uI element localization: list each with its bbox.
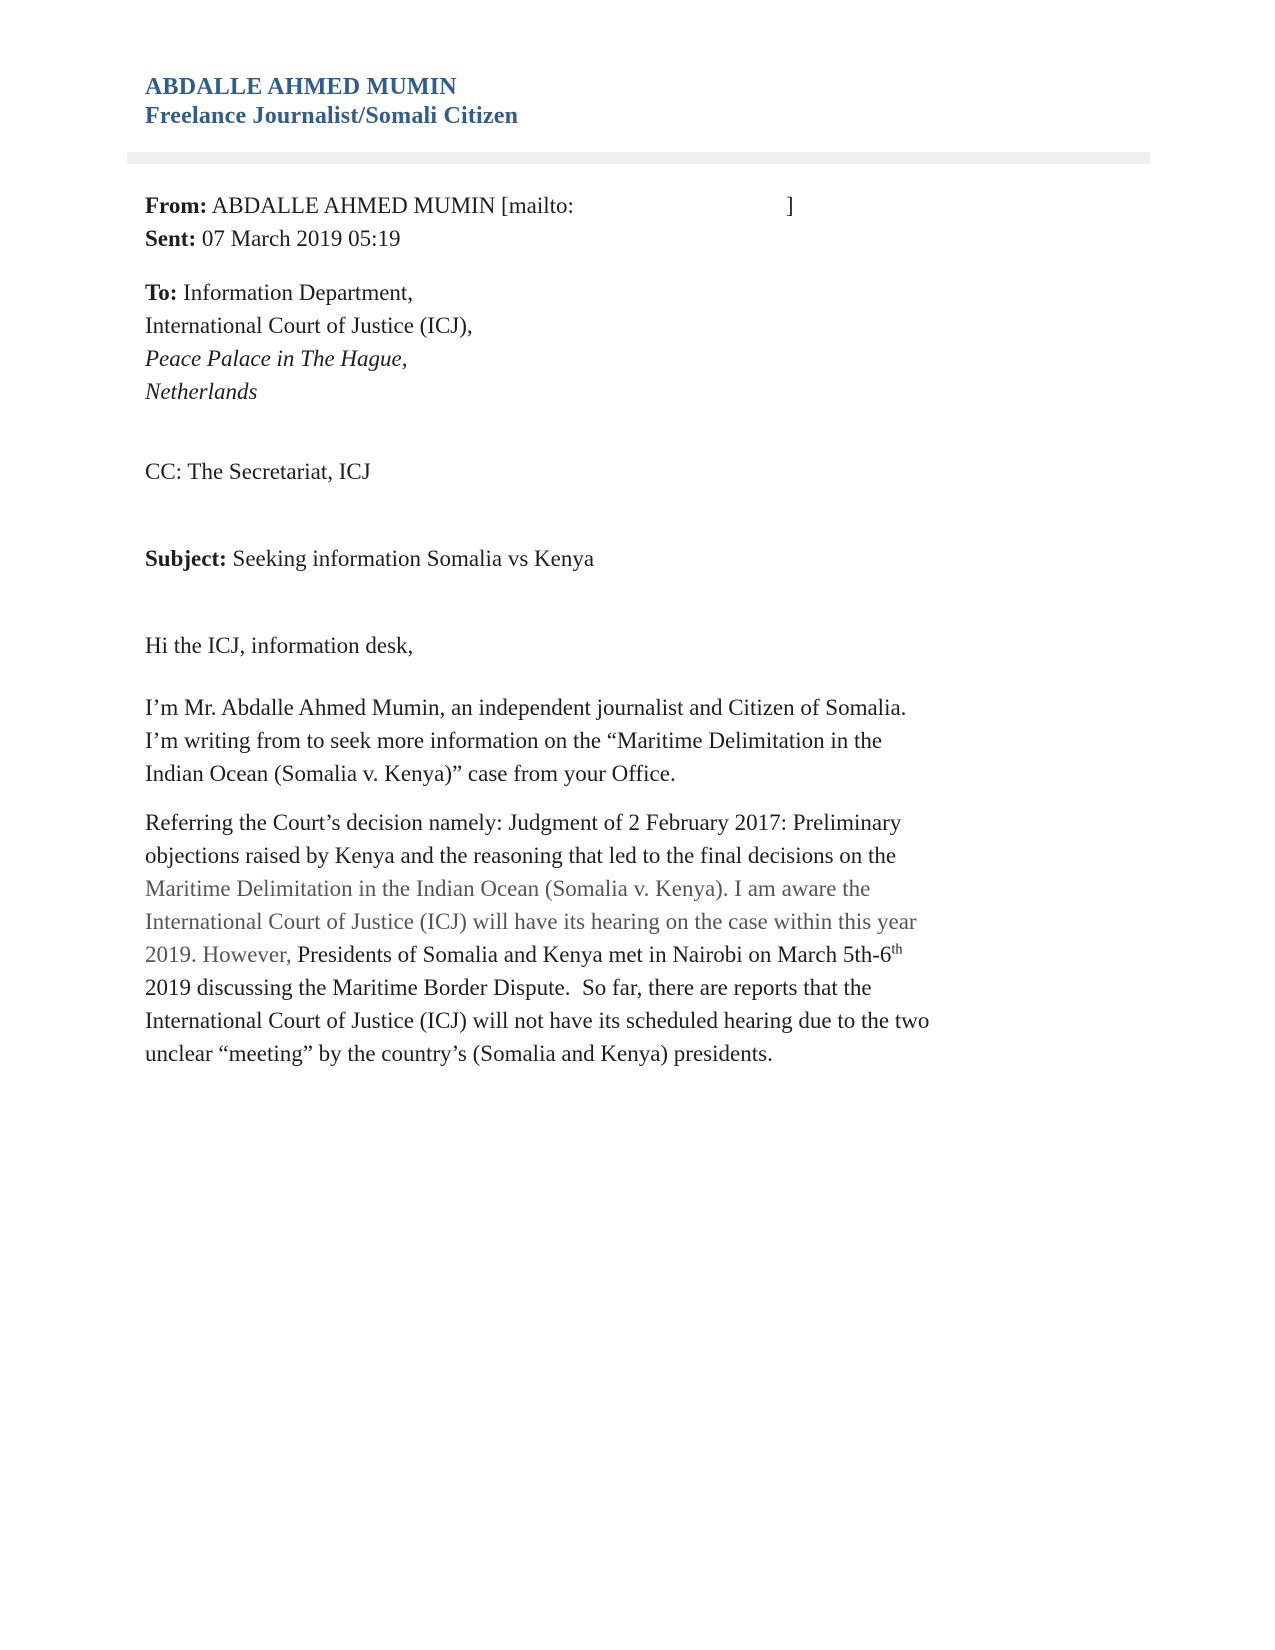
to-label: To: bbox=[145, 280, 178, 305]
sent-value: 07 March 2019 05:19 bbox=[196, 226, 401, 251]
paragraph-2-case-name-muted: Maritime Delimitation in the Indian Ocean (Somalia v. Kenya). I am aware the International Court of Justice (ICJ) will have its hearing on the case within this year 2019. However, bbox=[145, 876, 917, 967]
greeting: Hi the ICJ, information desk, bbox=[145, 633, 414, 658]
sent-label: Sent: bbox=[145, 226, 197, 251]
cc-line: CC: The Secretariat, ICJ bbox=[145, 459, 371, 484]
to-recipient: Information Department, bbox=[177, 280, 414, 305]
from-sent-block bbox=[145, 189, 945, 255]
from-close-bracket: ] bbox=[785, 193, 794, 218]
letterhead-title: Freelance Journalist/Somali Citizen bbox=[145, 103, 519, 129]
subject-value: Seeking information Somalia vs Kenya bbox=[226, 546, 595, 571]
from-line bbox=[145, 189, 945, 222]
to-line-4: Netherlands bbox=[145, 379, 258, 404]
paragraph-2 bbox=[145, 806, 945, 1070]
subject-label: Subject: bbox=[145, 546, 227, 571]
letterhead-name: ABDALLE AHMED MUMIN bbox=[145, 74, 457, 100]
to-block bbox=[145, 276, 945, 408]
to-line-1 bbox=[145, 276, 945, 309]
paragraph-1: I’m Mr. Abdalle Ahmed Mumin, an independent journalist and Citizen of Somalia. I’m writing from to seek more information on the “Maritime Delimitation in the Indian Ocean (Somalia v. Kenya)” case from your Office. bbox=[145, 695, 907, 786]
subject-line bbox=[145, 542, 945, 575]
ordinal-superscript-th: th bbox=[891, 941, 903, 958]
to-line-3: Peace Palace in The Hague, bbox=[145, 346, 408, 371]
to-line-2: International Court of Justice (ICJ), bbox=[145, 313, 473, 338]
from-value: ABDALLE AHMED MUMIN [mailto: bbox=[207, 193, 574, 218]
paragraph-2-segment-1: Referring the Court’s decision namely: Judgment of 2 February 2017: Preliminary objections raised by Kenya and the reasoning that led to the final decisions on the bbox=[145, 810, 902, 868]
paragraph-2-segment-5: 2019 discussing the Maritime Border Dispute. So far, there are reports that the International Court of Justice (ICJ) will not have its scheduled hearing due to the two unclear “meeting” by the country’s (Somalia and Kenya) presidents. bbox=[145, 975, 930, 1066]
paragraph-2-segment-3: Presidents of Somalia and Kenya met in Nairobi on March 5th-6 bbox=[297, 942, 892, 967]
letterhead bbox=[145, 0, 945, 131]
header-divider-bar bbox=[127, 152, 1150, 164]
sent-line bbox=[145, 222, 945, 255]
from-label: From: bbox=[145, 193, 208, 218]
